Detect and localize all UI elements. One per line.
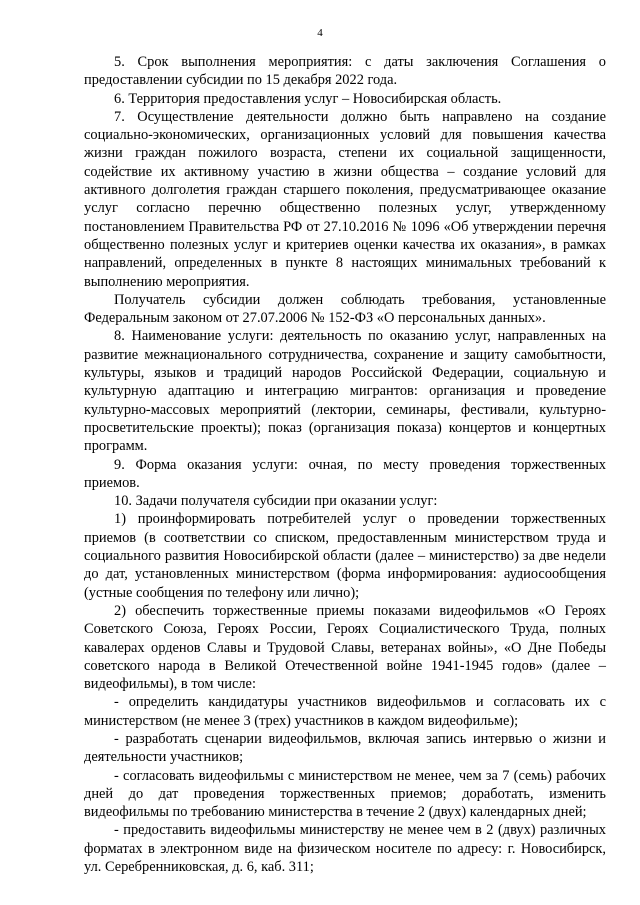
page-number: 4 <box>317 27 323 39</box>
paragraph-9-service-form: 9. Форма оказания услуги: очная, по месту проведения торжественных приемов. <box>84 456 606 491</box>
task-item-participants: - определить кандидатуры участников видеофильмов и согласовать их с министерством (не менее 3 (трех) участников в каждом видеофильме); <box>84 694 606 729</box>
task-2-videos: 2) обеспечить торжественные приемы показами видеофильмов «О Героях Советского Союза, Героях России, Героях Социалистического Труда, полных кавалерах орденов Славы и Трудовой Славы, ветеранах войны», «О Дне Победы советского народа в Великой Отечественной войне 1941-1945 годов» (далее – видеофильмы), в том числе: <box>84 602 606 693</box>
paragraph-7-activity: 7. Осуществление деятельности должно быть направлено на создание социально-экономических, организационных условий для повышения качества жизни граждан пожилого возраста, степени их социальной защищенности, содействие их активному участию в жизни общества – создание условий для активного долголетия граждан старшего поколения, предусматривающее оказание услуг согласно перечню общественно полезных услуг, утвержденному постановлением Правительства РФ от 27.10.2016 № 1096 «Об утверждении перечня общественно полезных услуг и критериев оценки качества их оказания», в рамках направлений, определенных в пункте 8 настоящих минимальных требований к выполнению мероприятия. <box>84 108 606 290</box>
document-body <box>84 53 606 876</box>
paragraph-10-tasks: 10. Задачи получателя субсидии при оказании услуг: <box>114 493 438 510</box>
paragraph-5-deadline: 5. Срок выполнения мероприятия: с даты заключения Соглашения о предоставлении субсидии по 15 декабря 2022 года. <box>84 54 606 89</box>
paragraph-personal-data: Получатель субсидии должен соблюдать требования, установленные Федеральным законом от 27.07.2006 № 152-ФЗ «О персональных данных». <box>84 291 606 327</box>
task-item-approve: - согласовать видеофильмы с министерством не менее, чем за 7 (семь) рабочих дней до дат проведения торжественных приемов; доработать, изменить видеофильмы по требованию министерства в течение 2 (двух) календарных дней; <box>84 767 606 821</box>
paragraph-6-territory: 6. Территория предоставления услуг – Новосибирская область. <box>114 90 502 107</box>
task-1-inform: 1) проинформировать потребителей услуг о проведении торжественных приемов (в соответствии со списком, предоставленным министерством труда и социального развития Новосибирской области (далее – министерство) за две недели до дат, установленных министерством (форма информирования: аудиосообщения (устные сообщения по телефону или лично); <box>84 511 606 601</box>
task-item-scripts: - разработать сценарии видеофильмов, включая запись интервью о жизни и деятельности участников; <box>84 730 606 766</box>
paragraph-8-service-name: 8. Наименование услуги: деятельность по оказанию услуг, направленных на развитие межнационального сотрудничества, сохранение и защиту самобытности, культуры, языков и традиций народов Российской Федерации, социальную и культурную адаптацию и интеграцию мигрантов: организация и проведение культурно-массовых мероприятий (лектории, семинары, фестивали, культурно-просветительские проекты); показ (организация показа) концертов и концертных программ. <box>84 328 606 455</box>
task-item-deliver: - предоставить видеофильмы министерству не менее чем в 2 (двух) различных форматах в электронном виде на физическом носителе по адресу: г. Новосибирск, ул. Серебренниковская, д. 6, каб. 311; <box>84 822 606 876</box>
